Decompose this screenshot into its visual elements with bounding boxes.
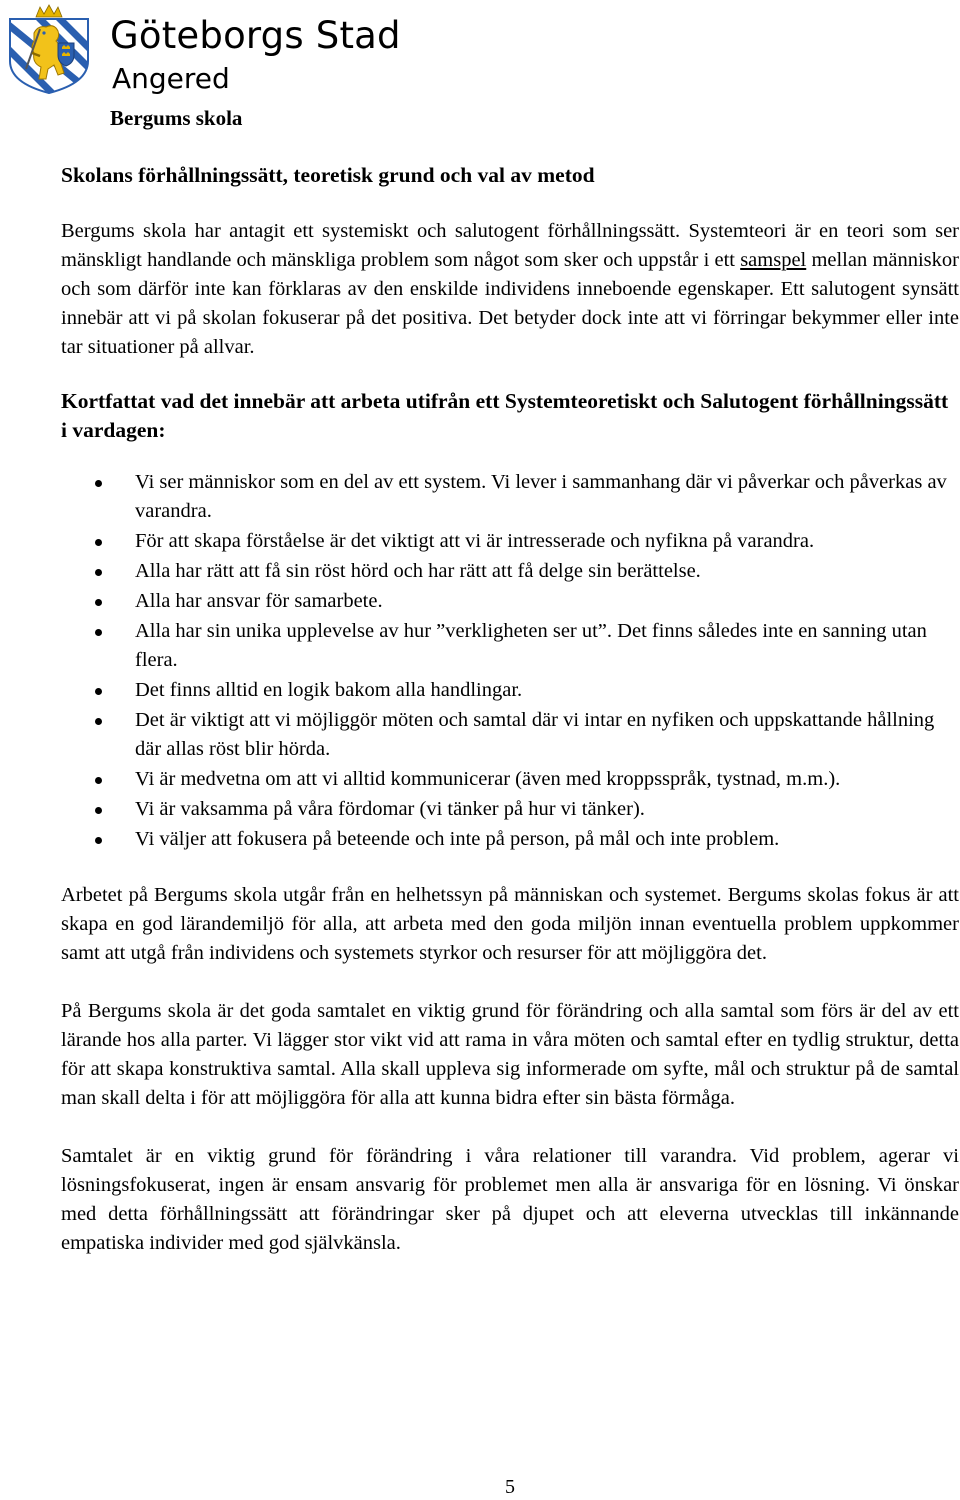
- list-item-text: Vi är medvetna om att vi alltid kommunicerar (även med kroppsspråk, tystnad, m.m.).: [135, 768, 841, 790]
- bullet-icon: [95, 688, 102, 695]
- list-item-text: Alla har sin unika upplevelse av hur ”verkligheten ser ut”. Det finns således inte en sanning utan flera.: [135, 620, 927, 671]
- list-item: [61, 617, 959, 675]
- underlined-word: samspel: [740, 249, 807, 271]
- school-name: Bergums skola: [110, 106, 243, 130]
- list-item: [61, 587, 959, 616]
- bullet-icon: [95, 777, 102, 784]
- bullet-icon: [95, 629, 102, 636]
- list-item-text: Alla har ansvar för samarbete.: [135, 590, 383, 612]
- list-item: [61, 795, 959, 824]
- list-item-text: Alla har rätt att få sin röst hörd och har rätt att få delge sin berättelse.: [135, 560, 701, 582]
- principles-list: [61, 468, 959, 854]
- bullet-icon: [95, 807, 102, 814]
- list-item-text: Det finns alltid en logik bakom alla handlingar.: [135, 679, 523, 701]
- bullet-icon: [95, 539, 102, 546]
- list-item-text: Det är viktigt att vi möjliggör möten och samtal där vi intar en nyfiken och uppskattande hållning där allas röst blir hörda.: [135, 709, 935, 760]
- bullet-icon: [95, 569, 102, 576]
- district-name: Angered: [112, 62, 230, 95]
- list-item: [61, 765, 959, 794]
- section-subheading: Kortfattat vad det innebär att arbeta utifrån ett Systemteoretiskt och Salutogent förhållningssätt i vardagen:: [61, 389, 949, 442]
- intro-paragraph: [61, 217, 959, 362]
- body-paragraph: Samtalet är en viktig grund för förändring i våra relationer till varandra. Vid problem, agerar vi lösningsfokuserat, ingen är ensam ansvarig för problemet men alla är ansvariga för en lösning. Vi önskar med detta förhållningssätt att förändringar sker på djupet och att eleverna utvecklas till inkännande empatiska individer med god självkänsla.: [61, 1145, 959, 1254]
- list-item-text: Vi väljer att fokusera på beteende och inte på person, på mål och inte problem.: [135, 828, 780, 850]
- list-item-text: För att skapa förståelse är det viktigt att vi är intresserade och nyfikna på varandra.: [135, 530, 815, 552]
- document-title: Skolans förhållningssätt, teoretisk grund och val av metod: [61, 163, 595, 187]
- list-item: [61, 825, 959, 854]
- document-body: [61, 160, 959, 1287]
- list-item: [61, 468, 959, 526]
- list-item: [61, 557, 959, 586]
- bullet-icon: [95, 718, 102, 725]
- list-item: [61, 676, 959, 705]
- body-paragraph: På Bergums skola är det goda samtalet en viktig grund för förändring och alla samtal som förs är del av ett lärande hos alla parter. Vi lägger stor vikt vid att rama in våra möten och samtal efter en tydlig struktur, detta för att skapa konstruktiva samtal. Alla skall uppleva sig informerade om syfte, mål och struktur på de samtal man skall delta i för att möjliggöra för alla att kunna bidra efter sin bästa förmåga.: [61, 1000, 959, 1109]
- list-item-text: Vi ser människor som en del av ett system. Vi lever i sammanhang där vi påverkar och påverkas av varandra.: [135, 471, 947, 522]
- org-name: Göteborgs Stad: [110, 14, 401, 57]
- goteborg-coat-of-arms-logo: [4, 3, 94, 95]
- bullet-icon: [95, 480, 102, 487]
- bullet-icon: [95, 837, 102, 844]
- list-item-text: Vi är vaksamma på våra fördomar (vi tänker på hur vi tänker).: [135, 798, 645, 820]
- intro-text-end: mellan människor och som därför inte kan förklaras av den enskilde individens inneboende egenskaper. Ett salutogent synsätt innebär att vi på skolan fokuserar på det positiva. Det betyder dock inte att vi förringar bekymmer eller inte tar situationer på allvar.: [61, 249, 959, 358]
- bullet-icon: [95, 599, 102, 606]
- list-item: [61, 706, 959, 764]
- intro-text-start: Bergums skola har antagit ett systemiskt och salutogent förhållningssätt. Systemteori är en teori som ser mänskligt handlande och mänskliga problem som något som sker och uppstår i ett: [61, 220, 959, 271]
- page-number: 5: [505, 1476, 515, 1498]
- body-paragraph: Arbetet på Bergums skola utgår från en helhetssyn på människan och systemet. Bergums skolas fokus är att skapa en god lärandemiljö för alla, att arbeta med den goda miljön innan eventuella problem uppkommer samt att utgå från individens och systemets styrkor och resurser för att möjliggöra det.: [61, 884, 959, 964]
- list-item: [61, 527, 959, 556]
